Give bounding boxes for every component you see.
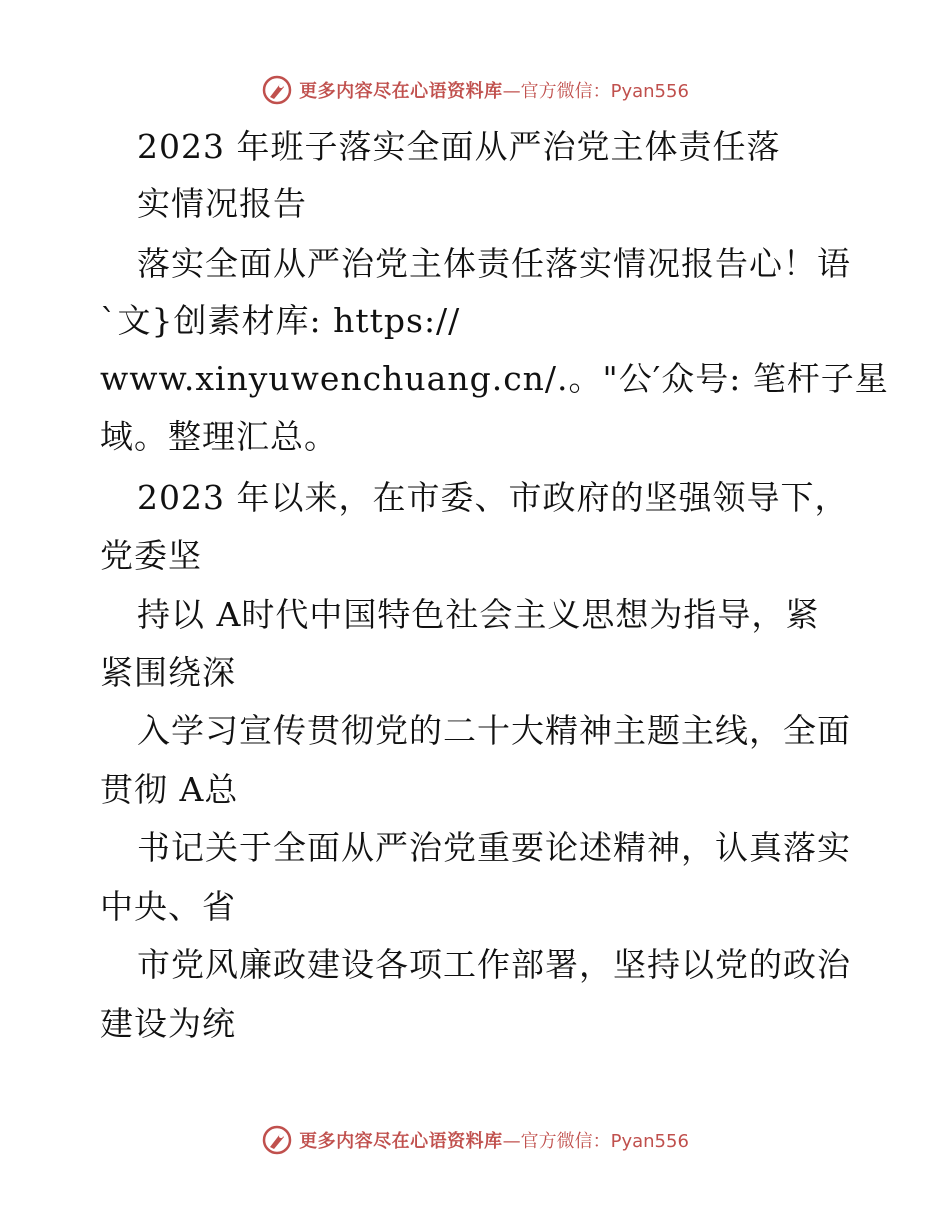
footer-watermark [0,1120,950,1160]
paragraph-line: `文}创素材库: https:// [100,301,461,340]
watermark-wechat: —官方微信：Pyan556 [502,1131,689,1152]
paragraph-line: 紧围绕深 [100,653,236,692]
paragraph-line: 贯彻 A总 [100,770,239,809]
paragraph-line: 建设为统 [100,1004,236,1043]
paragraph-line: 书记关于全面从严治党重要论述精神，认真落实 [137,828,851,867]
paragraph-line: 持以 A时代中国特色社会主义思想为指导，紧 [137,595,820,634]
pen-nib-circle-icon [261,74,293,106]
paragraph-line: 党委坚 [100,536,202,575]
title-line-2: 实情况报告 [137,184,307,223]
watermark-brand: 更多内容尽在心语资料库 [299,1131,503,1152]
paragraph-line: 市党风廉政建设各项工作部署，坚持以党的政治 [137,945,851,984]
paragraph-line: 入学习宣传贯彻党的二十大精神主题主线，全面 [137,711,851,750]
paragraph-line: 中央、省 [100,887,236,926]
watermark-brand: 更多内容尽在心语资料库 [299,81,503,102]
paragraph-line: 落实全面从严治党主体责任落实情况报告心！语 [137,244,851,283]
paragraph-line: www.xinyuwenchuang.cn/.。"公′众号: 笔杆子星 [100,359,889,398]
paragraph-line: 2023 年以来，在市委、市政府的坚强领导下， [137,478,849,517]
pen-nib-circle-icon [261,1124,293,1156]
header-watermark [0,70,950,110]
title-line-1: 2023 年班子落实全面从严治党主体责任落 [137,127,781,166]
watermark-wechat: —官方微信：Pyan556 [502,81,689,102]
paragraph-line: 域。整理汇总。 [100,417,338,456]
